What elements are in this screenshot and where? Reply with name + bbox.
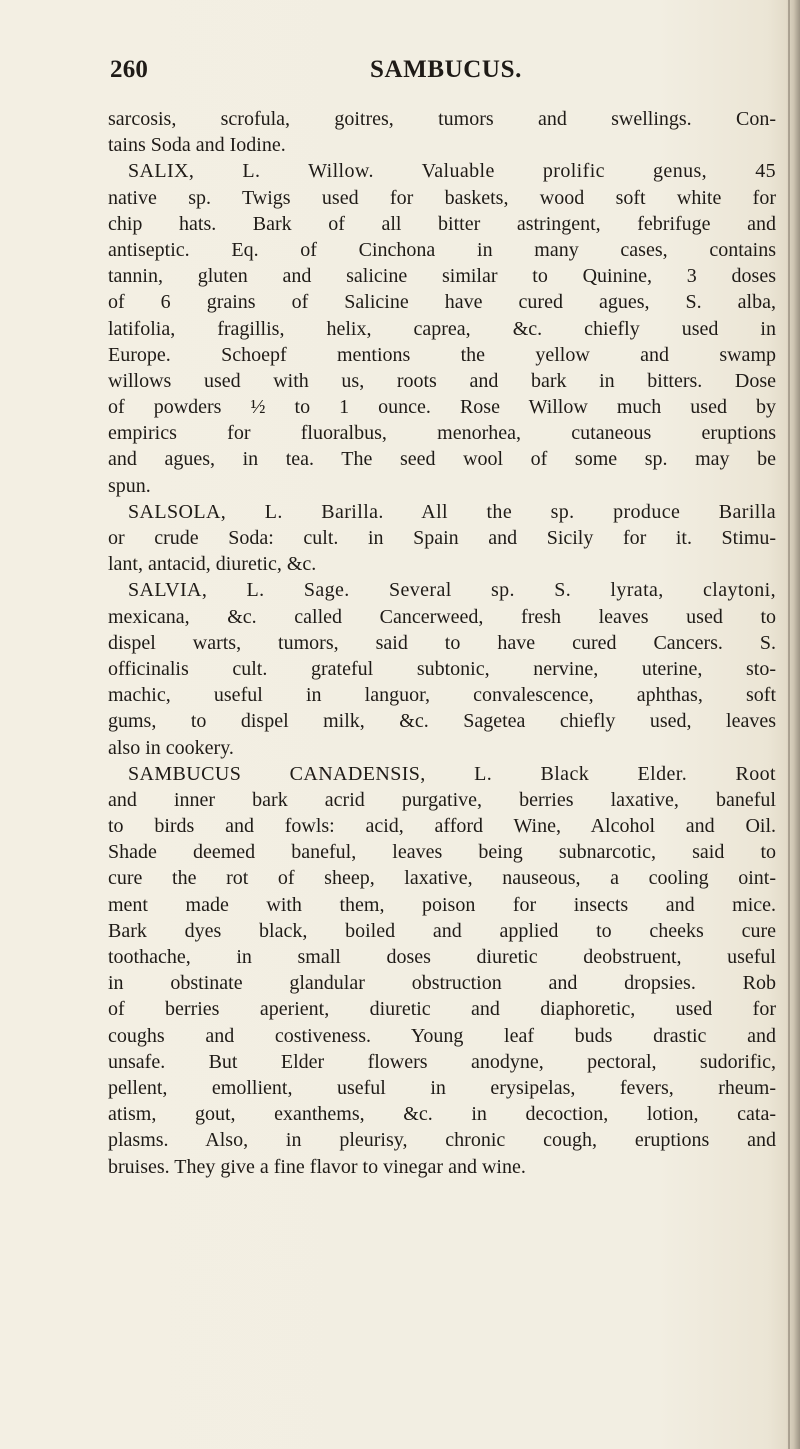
text-line: lant, antacid, diuretic, &c.	[108, 553, 317, 576]
running-title: SAMBUCUS.	[370, 56, 522, 83]
text-line: tains Soda and Iodine.	[108, 134, 286, 157]
text-line: Bark dyes black, boiled and applied to cheeks cure	[108, 919, 776, 942]
page-number: 260	[110, 56, 149, 83]
text-line: native sp. Twigs used for baskets, wood soft white for	[108, 186, 776, 209]
text-line: of 6 grains of Salicine have cured agues, S. alba,	[108, 291, 776, 314]
text-line: antiseptic. Eq. of Cinchona in many cases, contains	[108, 238, 776, 261]
text-line: Shade deemed baneful, leaves being subnarcotic, said to	[108, 841, 776, 864]
text-line: empirics for fluoralbus, menorhea, cutaneous eruptions	[108, 422, 776, 445]
entry-line-sambucus: SAMBUCUS CANADENSIS, L. Black Elder. Root	[128, 762, 776, 785]
text-line: chip hats. Bark of all bitter astringent, febrifuge and	[108, 212, 776, 235]
page-header	[0, 42, 800, 82]
text-line: plasms. Also, in pleurisy, chronic cough, eruptions and	[108, 1129, 776, 1152]
text-line: Europe. Schoepf mentions the yellow and swamp	[108, 343, 776, 366]
page-edge-line	[788, 0, 790, 1449]
text-line: officinalis cult. grateful subtonic, nervine, uterine, sto-	[108, 657, 776, 680]
text-line: of powders ½ to 1 ounce. Rose Willow much used by	[108, 396, 776, 419]
text-line: in obstinate glandular obstruction and dropsies. Rob	[108, 972, 776, 995]
text-line: unsafe. But Elder flowers anodyne, pectoral, sudorific,	[108, 1050, 776, 1073]
text-line: gums, to dispel milk, &c. Sagetea chiefly used, leaves	[108, 710, 776, 733]
body-text	[108, 106, 776, 1180]
text-line: willows used with us, roots and bark in bitters. Dose	[108, 369, 776, 392]
text-line: cure the rot of sheep, laxative, nauseous, a cooling oint-	[108, 867, 776, 890]
text-line: and agues, in tea. The seed wool of some sp. may be	[108, 448, 776, 471]
text-line: dispel warts, tumors, said to have cured Cancers. S.	[108, 631, 776, 654]
text-line: pellent, emollient, useful in erysipelas, fevers, rheum-	[108, 1076, 776, 1099]
text-line: atism, gout, exanthems, &c. in decoction, lotion, cata-	[108, 1103, 776, 1126]
text-line: machic, useful in languor, convalescence, aphthas, soft	[108, 684, 776, 707]
entry-line-salvia: SALVIA, L. Sage. Several sp. S. lyrata, claytoni,	[128, 579, 776, 602]
text-line: toothache, in small doses diuretic deobstruent, useful	[108, 946, 776, 968]
text-line: ment made with them, poison for insects and mice.	[108, 893, 776, 916]
text-line: of berries aperient, diuretic and diaphoretic, used for	[108, 998, 776, 1021]
text-line: also in cookery.	[108, 736, 234, 759]
text-line: sarcosis, scrofula, goitres, tumors and swellings. Con-	[108, 108, 776, 130]
text-line: tannin, gluten and salicine similar to Quinine, 3 doses	[108, 265, 776, 288]
text-line: bruises. They give a fine flavor to vinegar and wine.	[108, 1155, 526, 1178]
text-line: spun.	[108, 474, 151, 497]
text-line: latifolia, fragillis, helix, caprea, &c. chiefly used in	[108, 317, 776, 340]
entry-line-salix: SALIX, L. Willow. Valuable prolific genus, 45	[128, 160, 776, 183]
text-line: or crude Soda: cult. in Spain and Sicily for it. Stimu-	[108, 527, 776, 549]
text-line: coughs and costiveness. Young leaf buds drastic and	[108, 1024, 776, 1047]
text-line: and inner bark acrid purgative, berries laxative, baneful	[108, 788, 776, 811]
entry-line-salsola: SALSOLA, L. Barilla. All the sp. produce Barilla	[128, 500, 776, 523]
text-line: mexicana, &c. called Cancerweed, fresh leaves used to	[108, 605, 776, 628]
text-line: to birds and fowls: acid, afford Wine, Alcohol and Oil.	[108, 815, 776, 838]
